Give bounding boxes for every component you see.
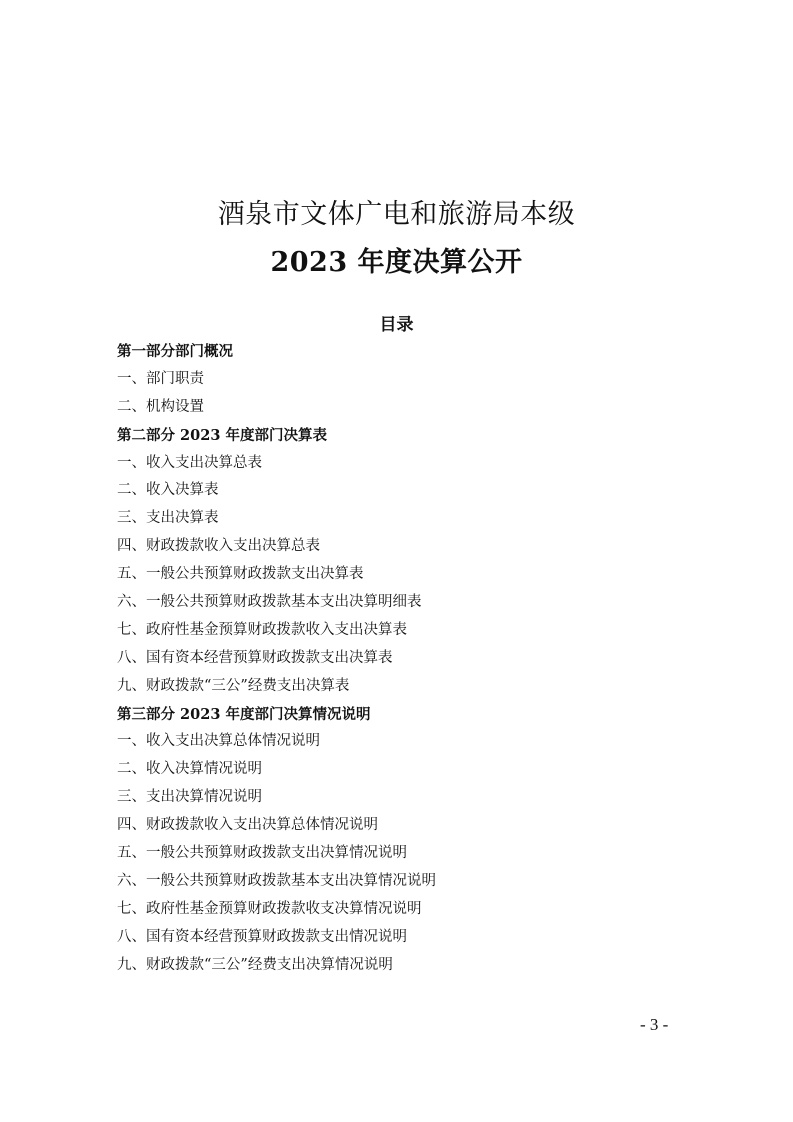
document-title: 酒泉市文体广电和旅游局本级 bbox=[217, 199, 576, 230]
toc-entry: 四、财政拨款收入支出决算总表 bbox=[117, 538, 320, 555]
table-of-contents bbox=[117, 338, 677, 979]
toc-entry: 六、一般公共预算财政拨款基本支出决算情况说明 bbox=[117, 872, 436, 889]
toc-entry: 八、国有资本经营预算财政拨款支出情况说明 bbox=[117, 928, 407, 945]
toc-entry: 四、财政拨款收入支出决算总体情况说明 bbox=[117, 817, 378, 834]
toc-entry: 一、部门职责 bbox=[117, 370, 204, 387]
toc-entry: 三、支出决算表 bbox=[117, 510, 219, 527]
toc-entry: 三、支出决算情况说明 bbox=[117, 789, 262, 806]
toc-part-heading: 第二部分 2023 年度部门决算表 bbox=[117, 426, 327, 444]
toc-entry: 八、国有资本经营预算财政拨款支出决算表 bbox=[117, 649, 393, 666]
toc-entry: 五、一般公共预算财政拨款支出决算情况说明 bbox=[117, 845, 407, 862]
toc-entry: 七、政府性基金预算财政拨款收支决算情况说明 bbox=[117, 900, 422, 917]
toc-heading: 目录 bbox=[379, 315, 414, 335]
toc-entry: 一、收入支出决算总表 bbox=[117, 454, 262, 471]
page-number: - 3 - bbox=[640, 1015, 669, 1034]
toc-entry: 二、收入决算情况说明 bbox=[117, 761, 262, 778]
toc-entry: 二、机构设置 bbox=[117, 398, 204, 415]
toc-entry: 九、财政拨款“三公”经费支出决算情况说明 bbox=[117, 956, 393, 973]
toc-entry: 五、一般公共预算财政拨款支出决算表 bbox=[117, 566, 364, 583]
toc-entry: 一、收入支出决算总体情况说明 bbox=[117, 733, 320, 750]
toc-part-heading: 第三部分 2023 年度部门决算情况说明 bbox=[117, 705, 371, 723]
toc-part-heading: 第一部分部门概况 bbox=[117, 343, 233, 360]
toc-entry: 六、一般公共预算财政拨款基本支出决算明细表 bbox=[117, 594, 422, 611]
document-subtitle: 2023 年度决算公开 bbox=[270, 247, 523, 278]
toc-entry: 九、财政拨款“三公”经费支出决算表 bbox=[117, 677, 350, 694]
toc-entry: 二、收入决算表 bbox=[117, 482, 219, 499]
toc-entry: 七、政府性基金预算财政拨款收入支出决算表 bbox=[117, 621, 407, 638]
